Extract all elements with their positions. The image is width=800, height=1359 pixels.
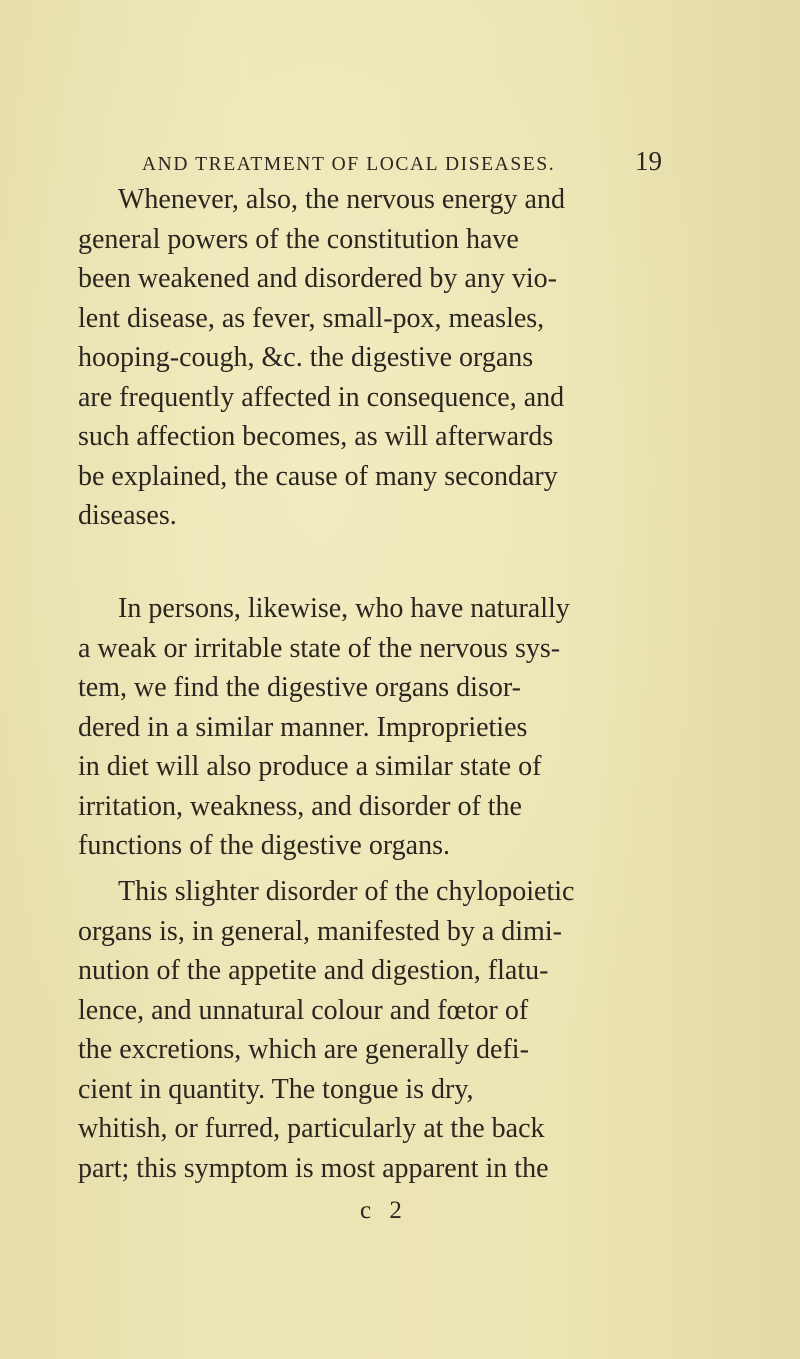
paragraph-3 [78, 872, 738, 1188]
text-line: cient in quantity. The tongue is dry, [78, 1073, 474, 1105]
text-line: functions of the digestive organs. [78, 830, 450, 861]
text-line: the excretions, which are generally defi- [78, 1034, 529, 1065]
page-number: 19 [635, 146, 662, 176]
text-line: nution of the appetite and digestion, flatu- [78, 955, 549, 986]
text-line: In persons, likewise, who have naturally [118, 593, 570, 624]
text-line: lence, and unnatural colour and fœtor of [78, 994, 529, 1026]
text-line: general powers of the constitution have [78, 223, 519, 255]
paragraph-1 [78, 180, 738, 536]
text-line: organs is, in general, manifested by a dimi- [78, 915, 562, 947]
paragraph-2 [78, 589, 738, 866]
text-line: such affection becomes, as will afterwards [78, 421, 554, 452]
text-line: irritation, weakness, and disorder of the [78, 790, 522, 822]
text-line: hooping-cough, &c. the digestive organs [78, 342, 534, 373]
text-line: diseases. [78, 500, 177, 531]
text-line: whitish, or furred, particularly at the back [78, 1113, 545, 1144]
text-line: This slighter disorder of the chylopoietic [118, 876, 575, 907]
text-line: are frequently affected in consequence, and [78, 381, 565, 413]
text-line: in diet will also produce a similar state of [78, 751, 542, 782]
text-line: dered in a similar manner. Improprieties [78, 711, 528, 743]
text-line: been weakened and disordered by any vio- [78, 263, 557, 294]
text-line: tem, we find the digestive organs disor- [78, 672, 521, 703]
text-line: lent disease, as fever, small-pox, measles, [78, 302, 545, 334]
text-line: a weak or irritable state of the nervous sys- [78, 632, 561, 664]
running-title: AND TREATMENT OF LOCAL DISEASES. [142, 154, 556, 175]
page-header [142, 146, 662, 177]
text-line: Whenever, also, the nervous energy and [118, 184, 565, 215]
text-line: part; this symptom is most apparent in the [78, 1152, 549, 1184]
signature-mark: c 2 [360, 1197, 408, 1224]
text-line: be explained, the cause of many secondary [78, 460, 558, 492]
